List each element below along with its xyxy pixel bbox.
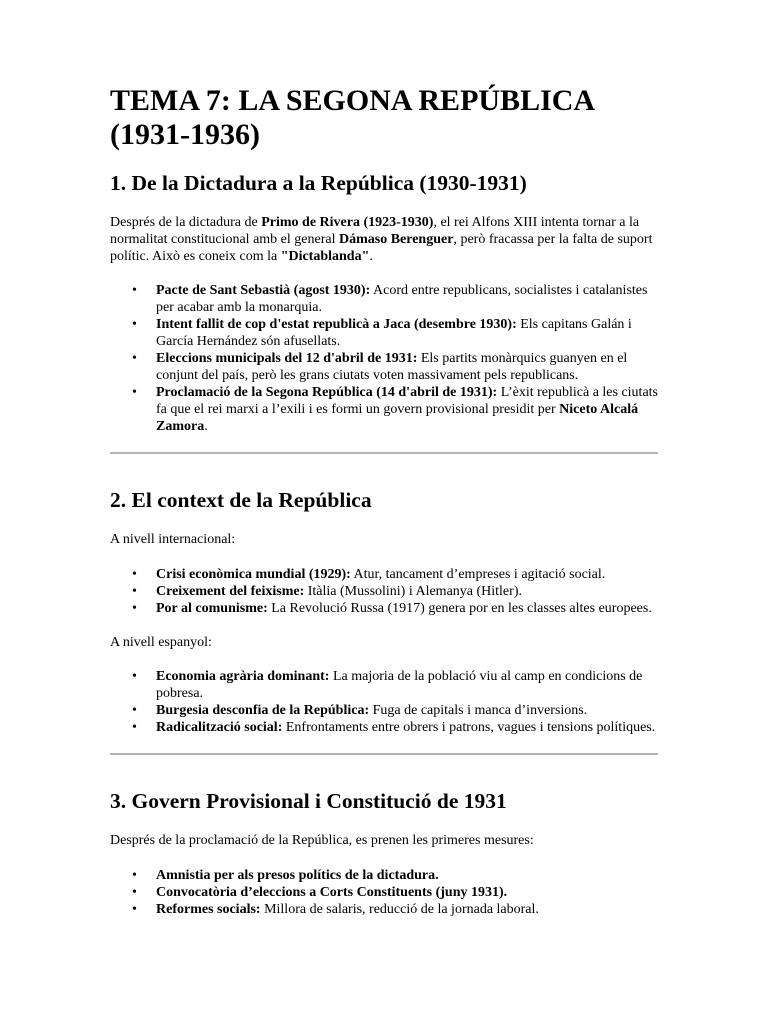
list-item: [132, 668, 658, 702]
item-text: Els capitans Galán i García Hernández són afusellats.: [156, 317, 632, 349]
list-item: [132, 901, 658, 918]
bullet-icon: •: [132, 703, 137, 718]
intro-text: , però fracassa per la falta de suport polític. Això es coneix com la: [110, 232, 653, 264]
item-label: Creixement del feixisme:: [156, 584, 305, 599]
intro-bold-primo: Primo de Rivera (1923-1930): [261, 215, 434, 230]
list-item: [132, 867, 658, 884]
item-label: Proclamació de la Segona República (14 d'abril de 1931):: [156, 385, 498, 400]
section-3-list: [110, 867, 658, 918]
list-item: [132, 282, 658, 316]
section-1-heading: 1. De la Dictadura a la República (1930-1931): [110, 171, 527, 195]
item-label: Intent fallit de cop d'estat republicà a Jaca (desembre 1930):: [156, 317, 517, 332]
item-label: Por al comunisme:: [156, 601, 268, 616]
bullet-icon: •: [132, 317, 137, 332]
item-label: Reformes socials:: [156, 902, 261, 917]
list-item: [132, 384, 659, 435]
item-label: Economia agrària dominant:: [156, 669, 330, 684]
list-item: [132, 884, 658, 901]
item-text: Atur, tancament d’empreses i agitació social.: [350, 567, 606, 582]
bullet-icon: •: [132, 351, 137, 366]
list-item: [132, 583, 658, 600]
item-text: Els partits monàrquics guanyen en el conjunt del país, però les grans ciutats voten massivament pels republicans.: [156, 351, 628, 383]
section-3-heading: 3. Govern Provisional i Constitució de 1931: [110, 789, 507, 813]
item-text: Millora de salaris, reducció de la jornada laboral.: [260, 902, 539, 917]
intro-text: .: [369, 249, 373, 264]
spanish-intro: A nivell espanyol:: [110, 635, 212, 650]
bullet-icon: •: [132, 868, 137, 883]
bullet-icon: •: [132, 669, 137, 684]
item-text: Enfrontaments entre obrers i patrons, vagues i tensions polítiques.: [282, 720, 656, 735]
bullet-icon: •: [132, 584, 137, 599]
item-text: Fuga de capitals i manca d’inversions.: [369, 703, 588, 718]
spanish-list: [110, 668, 658, 736]
bullet-icon: •: [132, 601, 137, 616]
item-label: Niceto Alcalá Zamora: [156, 402, 639, 434]
section-2-heading: 2. El context de la República: [110, 488, 372, 512]
document-body: [110, 84, 658, 918]
item-label: Radicalització social:: [156, 720, 283, 735]
intro-text: , el rei Alfons XIII intenta tornar a la normalitat constitucional amb el general: [110, 215, 640, 247]
item-text: La Revolució Russa (1917) genera por en les classes altes europees.: [267, 601, 652, 616]
bullet-icon: •: [132, 885, 137, 900]
list-item: [132, 702, 658, 719]
document-title: TEMA 7: LA SEGONA REPÚBLICA (1931-1936): [110, 84, 594, 151]
international-intro: A nivell internacional:: [110, 532, 236, 547]
list-item: [132, 600, 658, 617]
bullet-icon: •: [132, 283, 137, 298]
section-divider: [110, 753, 658, 755]
list-item: [132, 566, 658, 583]
list-item: [132, 350, 658, 384]
bullet-icon: •: [132, 567, 137, 582]
bullet-icon: •: [132, 902, 137, 917]
item-label: Crisi econòmica mundial (1929):: [156, 567, 351, 582]
international-list: [110, 566, 658, 617]
section-3-intro: Després de la proclamació de la República, es prenen les primeres mesures:: [110, 833, 534, 848]
list-item: [132, 316, 658, 350]
item-label: Convocatòria d’eleccions a Corts Constituents (juny 1931).: [156, 885, 508, 900]
item-text: L’èxit republicà a les ciutats fa que el rei marxi a l’exili i es formi un govern provisional presidit per: [156, 385, 659, 417]
section-1-intro: [110, 214, 658, 265]
section-1-list: [110, 282, 658, 435]
intro-bold-dictablanda: "Dictablanda": [280, 249, 370, 264]
item-text: La majoria de la població viu al camp en condicions de pobresa.: [156, 669, 643, 701]
item-text: .: [204, 419, 208, 434]
item-label: Burgesia desconfia de la República:: [156, 703, 370, 718]
intro-text: Després de la dictadura de: [110, 215, 262, 230]
bullet-icon: •: [132, 385, 137, 400]
item-text: Acord entre republicans, socialistes i catalanistes per acabar amb la monarquia.: [156, 283, 648, 315]
list-item: [132, 719, 658, 736]
item-text: Itàlia (Mussolini) i Alemanya (Hitler).: [304, 584, 522, 599]
item-label: Eleccions municipals del 12 d'abril de 1931:: [156, 351, 418, 366]
intro-bold-berenguer: Dámaso Berenguer: [338, 232, 454, 247]
section-divider: [110, 452, 658, 454]
item-label: Pacte de Sant Sebastià (agost 1930):: [156, 283, 371, 298]
item-label: Amnistia per als presos polítics de la dictadura.: [156, 868, 439, 883]
bullet-icon: •: [132, 720, 137, 735]
